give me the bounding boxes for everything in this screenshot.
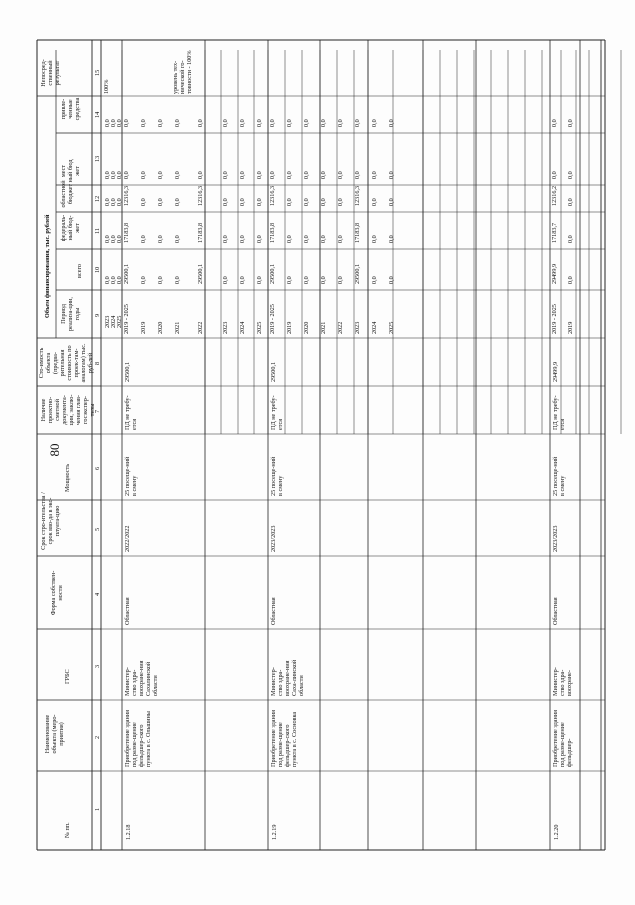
top-row-att: 0,0 [116, 119, 123, 127]
object-row-period: 2021 [320, 321, 327, 334]
object-row-fed: 0,0 [320, 235, 327, 243]
header-grbs: ГРБС [64, 669, 71, 684]
object-row-att: 0,0 [354, 119, 361, 127]
object-row-total: 29500,1 [123, 263, 130, 284]
object-row-reg: 0,0 [303, 198, 310, 206]
object-row-fed: 17183,8 [123, 222, 130, 243]
object-row-total: 0,0 [303, 276, 310, 284]
object-row-fed: 17183,8 [354, 222, 361, 243]
col-number: 7 [94, 409, 101, 413]
object-power: 25 посеще-ний в смену [124, 456, 138, 496]
object-row-att: 0,0 [256, 119, 263, 127]
header-period: Период реализа-ции, годы [60, 297, 81, 331]
header-form: Форма собствен-ности [50, 570, 64, 616]
object-row-reg: 0,0 [567, 198, 574, 206]
object-row-period: 2020 [303, 321, 310, 334]
object-row-loc: 0,0 [303, 171, 310, 179]
col-number: 9 [94, 313, 101, 317]
object-row-total: 0,0 [222, 276, 229, 284]
object-row-total: 0,0 [140, 276, 147, 284]
header-name: Наименование объекта (меро-приятия) [44, 714, 65, 754]
object-row-total: 29500,1 [354, 263, 361, 284]
object-row-att: 0,0 [320, 119, 327, 127]
object-row-period: 2025 [388, 321, 395, 334]
top-row-loc: 0,0 [110, 171, 117, 179]
header-att: привле-ченные средства [60, 97, 81, 121]
object-row-period: 2019 - 2025 [123, 304, 130, 334]
object-row-reg: 0,0 [286, 198, 293, 206]
object-row-reg: 12316,3 [197, 185, 204, 206]
object-row-att: 0,0 [303, 119, 310, 127]
object-row-loc: 0,0 [388, 171, 395, 179]
object-row-fed: 17183,7 [551, 222, 558, 243]
header-power: Мощность [64, 463, 71, 492]
object-row-fed: 0,0 [371, 235, 378, 243]
object-row-att: 0,0 [197, 119, 204, 127]
col-number: 3 [94, 664, 101, 668]
object-row-reg: 0,0 [157, 198, 164, 206]
object-number: 1.2.20 [553, 824, 560, 840]
object-row-fed: 0,0 [567, 235, 574, 243]
object-row-att: 0,0 [337, 119, 344, 127]
top-row-total: 0,0 [116, 276, 123, 284]
object-name: Приобретение здания под разме-щение фельдшер- [552, 709, 573, 767]
object-row-total: 29500,1 [269, 263, 276, 284]
object-psd: ПД не требу-ется [552, 395, 566, 430]
object-row-reg: 0,0 [222, 198, 229, 206]
col-number: 2 [94, 735, 101, 739]
object-row-fed: 0,0 [256, 235, 263, 243]
object-row-loc: 0,0 [197, 171, 204, 179]
object-number: 1.2.19 [271, 824, 278, 840]
object-row-reg: 12316,3 [269, 185, 276, 206]
object-row-att: 0,0 [157, 119, 164, 127]
object-cost: 29499,9 [552, 361, 559, 382]
header-cost: Сто-имость объекта (предва-рительная стоимость по проек-там-аналогам) тыс. руб-лей [38, 343, 94, 383]
object-row-period: 2024 [239, 321, 246, 334]
object-row-fed: 0,0 [388, 235, 395, 243]
object-row-reg: 0,0 [256, 198, 263, 206]
object-term: 2023/2023 [552, 525, 559, 552]
object-psd: ПД не требу-ется [124, 395, 138, 430]
object-row-loc: 0,0 [286, 171, 293, 179]
object-row-fed: 0,0 [157, 235, 164, 243]
object-row-loc: 0,0 [174, 171, 181, 179]
object-row-period: 2025 [256, 321, 263, 334]
object-row-reg: 0,0 [337, 198, 344, 206]
object-row-fed: 0,0 [303, 235, 310, 243]
header-total: всего [76, 264, 83, 278]
object-row-total: 0,0 [239, 276, 246, 284]
object-row-att: 0,0 [239, 119, 246, 127]
top-row-reg: 0,0 [110, 198, 117, 206]
object-row-att: 0,0 [269, 119, 276, 127]
object-row-fed: 0,0 [337, 235, 344, 243]
object-row-period: 2019 [140, 321, 147, 334]
object-row-loc: 0,0 [239, 171, 246, 179]
object-row-reg: 0,0 [140, 198, 147, 206]
object-row-reg: 0,0 [174, 198, 181, 206]
object-row-reg: 12316,3 [354, 185, 361, 206]
object-term: 2023/2023 [270, 525, 277, 552]
object-name: Приобретение здания под разме-щение фельдшер-ского пункта в с. Ольшины [124, 709, 152, 767]
col-number: 11 [94, 227, 101, 234]
object-number: 1.2.18 [125, 824, 132, 840]
top-row-period: 2024 [110, 315, 117, 328]
object-form: Областная [270, 597, 277, 625]
col-number: 5 [94, 527, 101, 531]
object-row-fed: 17183,8 [197, 222, 204, 243]
header-term: Срок стро-ительства / срок вво-да в экс-плуата-цию [40, 492, 61, 550]
top-row-fed: 0,0 [104, 235, 111, 243]
object-term: 2022/2022 [124, 525, 131, 552]
object-grbs: Министер-ство здра-воохране- [552, 667, 573, 696]
object-row-loc: 0,0 [337, 171, 344, 179]
top-row-fed: 0,0 [116, 235, 123, 243]
top-row-fed: 0,0 [110, 235, 117, 243]
object-row-total: 29500,1 [197, 263, 204, 284]
object-row-loc: 0,0 [123, 171, 130, 179]
object-result: уровень тех-нической го-товности - 100% [172, 50, 193, 94]
object-cost: 29500,1 [124, 361, 131, 382]
object-row-att: 0,0 [222, 119, 229, 127]
header-psd: Наличие проектно-сметной документа-ции, заклю-чения глав-госэкспер-тизы [40, 394, 96, 426]
object-row-total: 0,0 [371, 276, 378, 284]
object-row-fed: 0,0 [174, 235, 181, 243]
object-row-period: 2023 [222, 321, 229, 334]
object-row-fed: 0,0 [222, 235, 229, 243]
object-row-total: 0,0 [157, 276, 164, 284]
object-power: 25 посеще-ний в смену [270, 456, 284, 496]
top-row-loc: 0,0 [116, 171, 123, 179]
object-row-reg: 12316,3 [123, 185, 130, 206]
header-loc: мест ный бюд жет [60, 159, 81, 183]
object-grbs: Министер-ство здра-воохране-ния Сахалинской области [124, 660, 159, 696]
header-reg: областной бюджет [60, 180, 74, 208]
col-number: 14 [94, 111, 101, 118]
object-psd: ПД не требу-ется [270, 395, 284, 430]
object-row-loc: 0,0 [551, 171, 558, 179]
object-row-att: 0,0 [567, 119, 574, 127]
object-power: 25 посеще-ний в смену [552, 456, 566, 496]
object-row-loc: 0,0 [320, 171, 327, 179]
object-row-total: 0,0 [337, 276, 344, 284]
object-row-fed: 0,0 [286, 235, 293, 243]
col-number: 10 [94, 266, 101, 273]
object-row-period: 2019 [286, 321, 293, 334]
object-row-loc: 0,0 [256, 171, 263, 179]
col-number: 15 [94, 69, 101, 76]
object-row-period: 2022 [337, 321, 344, 334]
top-row-reg: 0,0 [104, 198, 111, 206]
col-number: 1 [94, 807, 101, 811]
top-row-total: 0,0 [104, 276, 111, 284]
object-row-att: 0,0 [388, 119, 395, 127]
top-result: 100% [103, 79, 110, 94]
top-row-period: 2023 [104, 315, 111, 328]
col-number: 4 [94, 592, 101, 596]
object-row-total: 0,0 [388, 276, 395, 284]
object-row-period: 2019 - 2025 [269, 304, 276, 334]
object-row-att: 0,0 [551, 119, 558, 127]
header-num: № пп. [64, 822, 71, 838]
col-number: 12 [94, 195, 101, 202]
top-row-att: 0,0 [110, 119, 117, 127]
object-row-loc: 0,0 [140, 171, 147, 179]
object-row-loc: 0,0 [371, 171, 378, 179]
object-row-att: 0,0 [371, 119, 378, 127]
object-row-period: 2021 [174, 321, 181, 334]
object-row-fed: 0,0 [140, 235, 147, 243]
object-row-loc: 0,0 [354, 171, 361, 179]
object-row-period: 2022 [197, 321, 204, 334]
object-row-period: 2019 - 2025 [551, 304, 558, 334]
object-row-reg: 0,0 [371, 198, 378, 206]
object-row-period: 2019 [567, 321, 574, 334]
top-row-total: 0,0 [110, 276, 117, 284]
object-row-fed: 17183,8 [269, 222, 276, 243]
object-cost: 29500,1 [270, 361, 277, 382]
object-row-reg: 12316,2 [551, 185, 558, 206]
object-row-loc: 0,0 [157, 171, 164, 179]
col-number: 8 [94, 361, 101, 365]
object-row-reg: 0,0 [239, 198, 246, 206]
top-row-loc: 0,0 [104, 171, 111, 179]
object-row-total: 0,0 [320, 276, 327, 284]
object-row-reg: 0,0 [320, 198, 327, 206]
col-number: 6 [94, 466, 101, 470]
object-row-total: 0,0 [256, 276, 263, 284]
object-row-total: 0,0 [174, 276, 181, 284]
top-row-reg: 0,0 [116, 198, 123, 206]
object-row-loc: 0,0 [269, 171, 276, 179]
object-form: Областная [124, 597, 131, 625]
object-row-fed: 0,0 [239, 235, 246, 243]
page-number: 80 [47, 443, 62, 457]
header-funding-group: Объем финансирования, тыс. рублей [44, 214, 51, 318]
object-row-loc: 0,0 [567, 171, 574, 179]
object-name: Приобретение здания под разме-щение фельдшер-ского пункта в с. Сосновка [270, 709, 298, 767]
object-row-period: 2020 [157, 321, 164, 334]
object-row-att: 0,0 [123, 119, 130, 127]
header-fed: федераль-ный бюд-жет [60, 214, 81, 242]
object-row-reg: 0,0 [388, 198, 395, 206]
col-number: 13 [94, 155, 101, 162]
object-row-att: 0,0 [140, 119, 147, 127]
object-row-period: 2023 [354, 321, 361, 334]
object-row-total: 0,0 [286, 276, 293, 284]
object-row-att: 0,0 [174, 119, 181, 127]
object-grbs: Министер-ство здра-воохране-ния Саха-линской области [270, 659, 305, 696]
object-row-att: 0,0 [286, 119, 293, 127]
object-row-total: 29499,9 [551, 263, 558, 284]
header-result: Непосред-ственный результат [40, 59, 61, 87]
top-row-att: 0,0 [104, 119, 111, 127]
object-row-loc: 0,0 [222, 171, 229, 179]
object-row-period: 2024 [371, 321, 378, 334]
object-form: Областная [552, 597, 559, 625]
object-row-total: 0,0 [567, 276, 574, 284]
top-row-period: 2025 [116, 315, 123, 328]
